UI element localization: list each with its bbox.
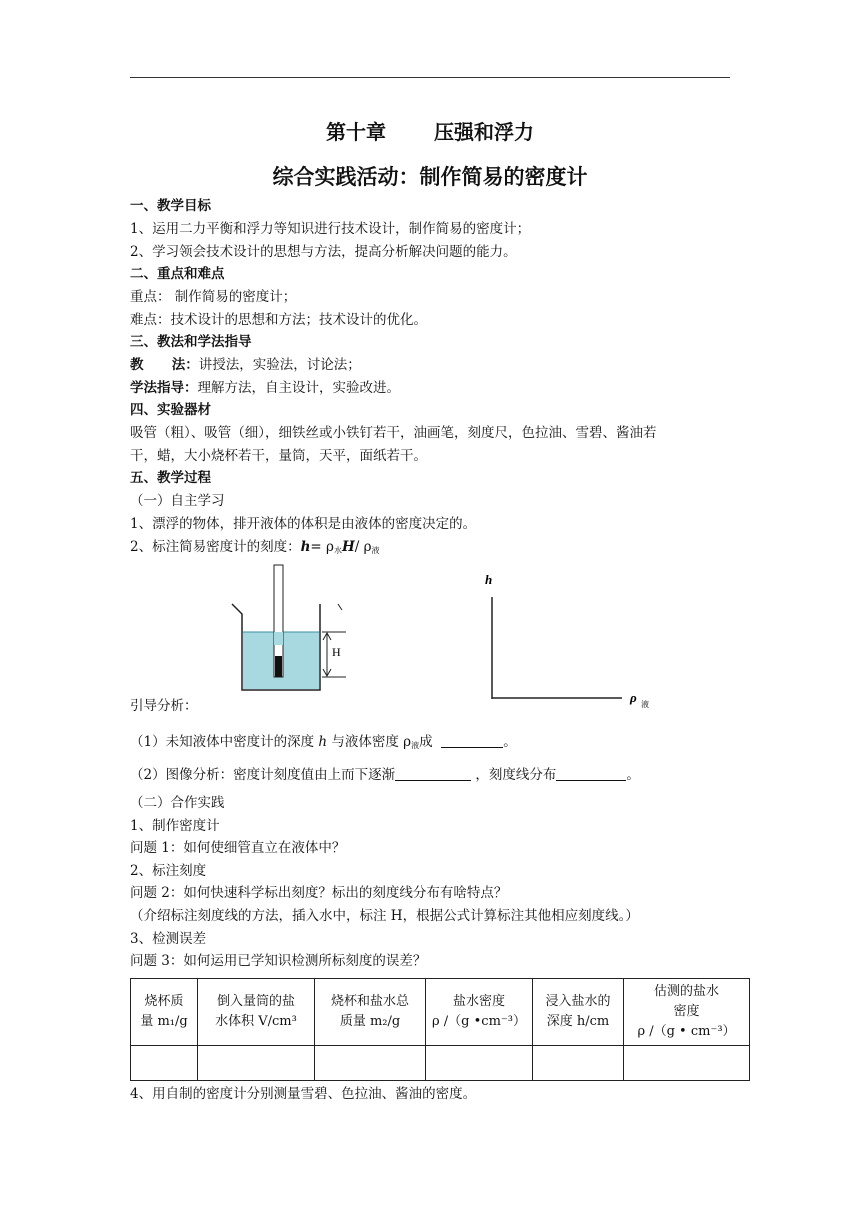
header-text: 量 m₁/g — [140, 1014, 188, 1029]
equipment-line-2: 干，蜡，大小烧杯若干，量筒，天平，面纸若干。 — [130, 448, 427, 464]
table-header-row — [131, 979, 750, 1046]
part-self-study: （一）自主学习 — [130, 493, 225, 509]
header-text: 深度 h/cm — [546, 1014, 610, 1029]
beaker-diagram — [232, 565, 346, 690]
h-label: H — [332, 645, 341, 659]
x-axis-label: ρ — [630, 690, 637, 705]
q1-text-b: 与液体密度 ρ — [327, 734, 412, 750]
part-cooperation: （二）合作实践 — [130, 795, 225, 811]
formula-slash: / ρ — [354, 539, 372, 555]
tube-liquid — [274, 632, 283, 645]
header-text: 盐水密度 — [452, 994, 505, 1009]
table-cell[interactable] — [131, 1046, 198, 1081]
chapter-number: 第十章 — [326, 120, 386, 144]
header-text: 水体积 V/cm³ — [215, 1014, 297, 1029]
q2-blank-2[interactable] — [556, 766, 626, 781]
section-heading-process: 五、教学过程 — [130, 470, 211, 486]
table-cell[interactable] — [533, 1046, 624, 1081]
formula-h: h — [300, 539, 311, 555]
teaching-method-label: 教 法： — [130, 357, 199, 373]
header-cell-beaker-mass — [131, 979, 198, 1046]
header-cell-total-mass — [315, 979, 426, 1046]
cooperation-question-1: 问题 1：如何使细管直立在液体中？ — [130, 840, 346, 856]
h-rho-graph — [485, 572, 649, 709]
difficult-point: 难点：技术设计的思想和方法；技术设计的优化。 — [130, 312, 427, 328]
cooperation-item-1: 1、制作密度计 — [130, 818, 220, 834]
table-cell[interactable] — [198, 1046, 315, 1081]
x-axis-label-sub: 液 — [641, 700, 649, 709]
equipment-line-1: 吸管（粗）、吸管（细），细铁丝或小铁钉若干，油画笔，刻度尺，色拉油、雪碧、酱油若 — [130, 425, 657, 441]
formula-eq: = ρ — [310, 539, 334, 555]
table-cell[interactable] — [426, 1046, 533, 1081]
q1-text-c: 成 — [419, 734, 442, 750]
header-cell-density — [426, 979, 533, 1046]
process-item-2-text: 2、标注简易密度计的刻度： — [130, 539, 301, 555]
table-cell[interactable] — [624, 1046, 750, 1081]
table-cell[interactable] — [315, 1046, 426, 1081]
formula-sub-liquid: 液 — [371, 546, 380, 555]
q2-end: 。 — [626, 767, 640, 783]
header-cell-estimated-density — [624, 979, 750, 1046]
section-heading-key-points: 二、重点和难点 — [130, 266, 225, 282]
q2-blank-1[interactable] — [395, 766, 471, 781]
section-heading-equipment: 四、实验器材 — [130, 402, 211, 418]
q1-end: 。 — [503, 734, 517, 750]
beaker-mark — [338, 604, 342, 610]
header-text: 密度 — [673, 1004, 700, 1019]
header-text: 估测的盐水 — [653, 984, 719, 999]
header-cell-depth — [533, 979, 624, 1046]
table-row — [131, 1046, 750, 1081]
measurement-table — [130, 978, 750, 1081]
header-cell-volume — [198, 979, 315, 1046]
header-text: 质量 m₂/g — [339, 1014, 401, 1029]
cooperation-question-3: 问题 3：如何运用已学知识检测所标刻度的误差？ — [130, 953, 427, 969]
objective-item-2: 2、学习领会技术设计的思想与方法，提高分析解决问题的能力。 — [130, 244, 517, 260]
learning-method-text: 理解方法，自主设计，实验改进。 — [197, 380, 400, 396]
y-axis-label: h — [485, 572, 493, 587]
analysis-question-2 — [130, 766, 640, 784]
cooperation-question-2: 问题 2：如何快速科学标出刻度？标出的刻度线分布有啥特点？ — [130, 885, 508, 901]
page-subtitle: 综合实践活动：制作简易的密度计 — [272, 165, 588, 189]
tube-weight — [275, 656, 282, 677]
cooperation-item-3: 3、检测误差 — [130, 931, 207, 947]
q1-text-a: （1）未知液体中密度计的深度 — [130, 734, 319, 750]
q1-blank[interactable] — [441, 733, 503, 748]
section-heading-methods: 三、教法和学法指导 — [130, 334, 252, 350]
cooperation-item-4: 4、用自制的密度计分别测量雪碧、色拉油、酱油的密度。 — [130, 1086, 477, 1102]
analysis-question-1 — [130, 733, 517, 755]
chapter-name: 压强和浮力 — [434, 120, 534, 144]
header-text: 烧杯质 — [144, 994, 184, 1009]
objective-item-1: 1、运用二力平衡和浮力等知识进行技术设计，制作简易的密度计； — [130, 221, 531, 237]
learning-method-label: 学法指导： — [130, 380, 198, 396]
teaching-method-text: 讲授法，实验法，讨论法； — [198, 357, 361, 373]
q2-text-b: ，刻度线分布 — [471, 767, 557, 783]
section-heading-objectives: 一、教学目标 — [130, 198, 211, 214]
header-text: 浸入盐水的 — [545, 994, 611, 1009]
header-text: 倒入量筒的盐 — [216, 994, 295, 1009]
process-item-1: 1、漂浮的物体，排开液体的体积是由液体的密度决定的。 — [130, 516, 477, 532]
header-text: ρ /（g •cm⁻³） — [432, 1014, 526, 1029]
formula-H: H — [341, 539, 355, 555]
formula-sub-water: 水 — [333, 546, 342, 555]
q1-sub: 液 — [411, 741, 420, 750]
cooperation-item-2: 2、标注刻度 — [130, 863, 207, 879]
key-point: 重点： 制作简易的密度计； — [130, 289, 297, 305]
cooperation-note-2: （介绍标注刻度线的方法，插入水中，标注 H，根据公式计算标注其他相应刻度线。） — [130, 908, 639, 924]
q2-text-a: （2）图像分析：密度计刻度值由上而下逐渐 — [130, 767, 396, 783]
guide-analysis: 引导分析： — [130, 698, 198, 714]
header-text: ρ /（g • cm⁻³） — [637, 1024, 736, 1039]
q1-h: h — [318, 734, 328, 750]
header-text: 烧杯和盐水总 — [330, 994, 409, 1009]
